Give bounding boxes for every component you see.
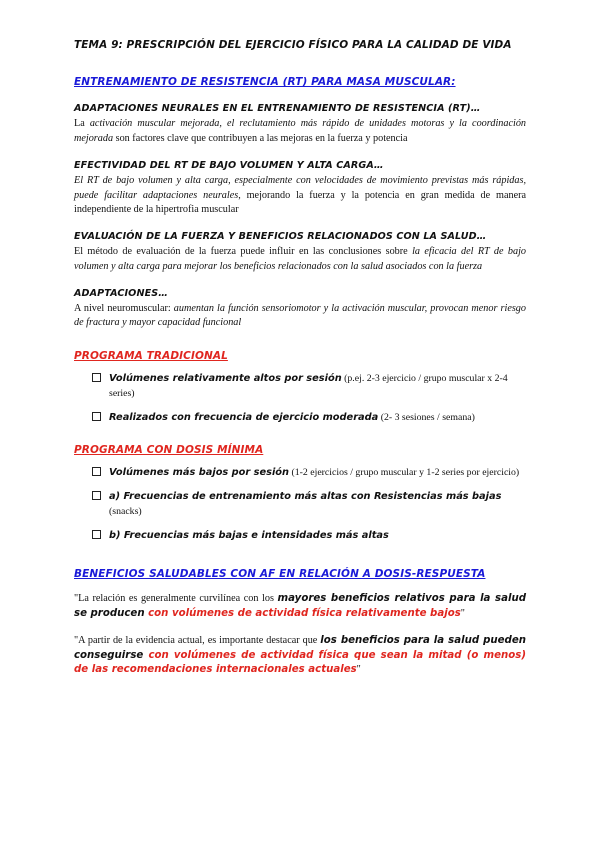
subheading-adaptaciones: ADAPTACIONES… (74, 287, 168, 299)
checkbox[interactable] (92, 467, 101, 476)
subheading-evaluacion: EVALUACIÓN DE LA FUERZA Y BENEFICIOS RELACIONADOS CON LA SALUD… (74, 231, 487, 243)
list-item: Realizados con frecuencia de ejercicio moderada (2- 3 sesiones / semana) (92, 411, 526, 425)
list-item: a) Frecuencias de entrenamiento más altas con Resistencias más bajas (snacks) (92, 490, 526, 518)
subheading-efectividad: EFECTIVIDAD DEL RT DE BAJO VOLUMEN Y ALTA CARGA… (74, 159, 384, 171)
quote-2: "A partir de la evidencia actual, es importante destacar que los beneficios para la salud pueden conseguirse con volúmenes de actividad física que sean la mitad (o menos) de las recomendaciones internacionales actuales" (74, 634, 526, 676)
paragraph-efectividad: El RT de bajo volumen y alta carga, especialmente con velocidades de movimiento previstas más rápidas, puede facilitar adaptaciones neurales, mejorando la fuerza y la potencia en gran medida de manera independiente de la hipertrofia muscular (74, 174, 527, 216)
paragraph-evaluacion: El método de evaluación de la fuerza puede influir en las conclusiones sobre la eficacia del RT de bajo volumen y alta carga para mejorar los beneficios relacionados con la salud asociados con la fuerza (74, 246, 527, 272)
list-item: Volúmenes más bajos por sesión (1-2 ejercicios / grupo muscular y 1-2 series por ejercicio) (92, 466, 526, 480)
section-heading-rt: ENTRENAMIENTO DE RESISTENCIA (RT) PARA MASA MUSCULAR: (74, 76, 456, 89)
checkbox[interactable] (92, 412, 101, 421)
heading-programa-tradicional: PROGRAMA TRADICIONAL (74, 350, 228, 363)
checkbox[interactable] (92, 530, 101, 539)
heading-beneficios: BENEFICIOS SALUDABLES CON AF EN RELACIÓN A DOSIS-RESPUESTA (74, 567, 486, 580)
paragraph-adaptaciones: A nivel neuromuscular: aumentan la función sensoriomotor y la activación muscular, provocan menor riesgo de fractura y mayor capacidad funcional (74, 302, 526, 329)
checkbox[interactable] (92, 491, 101, 500)
quote-1: "La relación es generalmente curvilínea con los mayores beneficios relativos para la salud se producen con volúmenes de actividad física relativamente bajos" (74, 593, 526, 619)
paragraph-adaptaciones-neurales: La activación muscular mejorada, el reclutamiento más rápido de unidades motoras y la coordinación mejorada son factores clave que contribuyen a las mejoras en la fuerza y potencia (74, 118, 527, 145)
list-item: Volúmenes relativamente altos por sesión (p.ej. 2-3 ejercicio / grupo muscular x 2-4 series) (92, 372, 526, 400)
checkbox[interactable] (92, 373, 101, 382)
subheading-adaptaciones-neurales: ADAPTACIONES NEURALES EN EL ENTRENAMIENTO DE RESISTENCIA (RT)… (74, 103, 481, 115)
page-title: TEMA 9: PRESCRIPCIÓN DEL EJERCICIO FÍSICO PARA LA CALIDAD DE VIDA (74, 39, 512, 51)
list-item: b) Frecuencias más bajas e intensidades más altas (92, 529, 526, 543)
heading-programa-dosis-minima: PROGRAMA CON DOSIS MÍNIMA (74, 443, 264, 456)
